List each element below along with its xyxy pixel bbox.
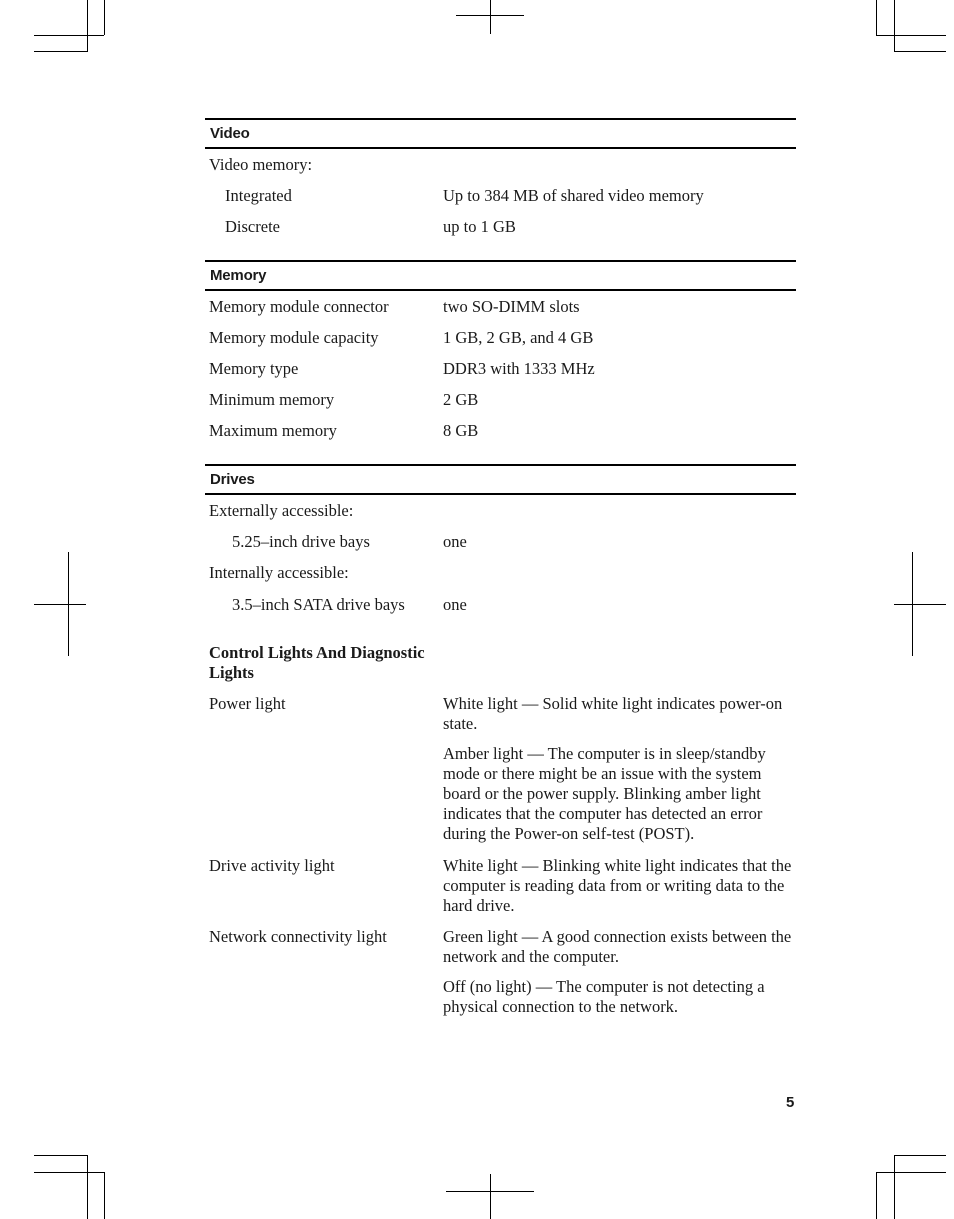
crop-mark — [87, 1155, 88, 1219]
crop-mark — [446, 1191, 534, 1192]
spec-label: Memory type — [209, 359, 299, 378]
crop-mark — [894, 0, 895, 52]
spec-label: Maximum memory — [209, 421, 337, 440]
section-header-video: Video — [205, 118, 796, 149]
spec-value — [443, 927, 793, 1027]
spec-paragraph: White light — Blinking white light indicates that the computer is reading data from or writing data to the hard drive. — [443, 856, 792, 915]
spec-paragraph: White light — Solid white light indicates power-on state. — [443, 694, 783, 733]
spec-value — [443, 856, 793, 926]
crop-mark — [894, 1155, 895, 1219]
crop-mark — [490, 0, 491, 34]
spec-row — [205, 180, 796, 211]
crop-mark — [894, 51, 946, 52]
section-header-drives: Drives — [205, 464, 796, 495]
spec-row — [205, 415, 796, 446]
crop-mark — [876, 35, 946, 36]
spec-label: Memory module connector — [209, 297, 389, 316]
crop-mark — [490, 1174, 491, 1219]
spec-row — [205, 526, 796, 557]
spec-row — [205, 589, 796, 620]
spec-value: DDR3 with 1333 MHz — [443, 359, 595, 378]
spec-value: Up to 384 MB of shared video memory — [443, 186, 704, 205]
crop-mark — [87, 0, 88, 52]
page-number: 5 — [786, 1094, 795, 1111]
crop-mark — [34, 604, 86, 605]
spec-paragraph: Off (no light) — The computer is not detecting a physical connection to the network. — [443, 977, 765, 1016]
crop-mark — [104, 0, 105, 35]
crop-mark — [894, 1155, 946, 1156]
crop-mark — [34, 35, 104, 36]
spec-value — [443, 694, 793, 854]
crop-mark — [456, 15, 524, 16]
crop-mark — [876, 0, 877, 35]
crop-mark — [104, 1172, 105, 1219]
crop-mark — [876, 1172, 946, 1173]
spec-value: 8 GB — [443, 421, 479, 440]
spec-row — [205, 353, 796, 384]
crop-mark — [34, 1172, 104, 1173]
spec-value: 2 GB — [443, 390, 479, 409]
spec-label: Externally accessible: — [209, 501, 354, 520]
spec-value: one — [443, 532, 467, 551]
spec-value: up to 1 GB — [443, 217, 516, 236]
spec-label: 5.25–inch drive bays — [232, 532, 370, 551]
spec-label: Integrated — [225, 186, 292, 205]
spec-row — [205, 322, 796, 353]
spec-label: Internally accessible: — [209, 563, 349, 582]
spec-row — [205, 495, 796, 526]
crop-mark — [894, 604, 946, 605]
spec-row — [205, 384, 796, 415]
crop-mark — [34, 51, 87, 52]
spec-row — [205, 211, 796, 242]
spec-row — [205, 291, 796, 322]
crop-mark — [876, 1172, 877, 1219]
section-header-memory: Memory — [205, 260, 796, 291]
spec-label: Video memory: — [209, 155, 313, 174]
spec-label: Network connectivity light — [209, 927, 387, 946]
spec-label: Minimum memory — [209, 390, 335, 409]
spec-row — [205, 149, 796, 180]
spec-paragraph: Green light — A good connection exists between the network and the computer. — [443, 927, 792, 966]
spec-paragraph: Amber light — The computer is in sleep/standby mode or there might be an issue with the system board or the power supply. Blinking amber light indicates that the computer has detected an error during the Power-on self-test (POST). — [443, 744, 766, 843]
section-header-control-lights: Control Lights And Diagnostic Lights — [209, 643, 425, 682]
spec-label: 3.5–inch SATA drive bays — [232, 595, 405, 614]
spec-value: two SO-DIMM slots — [443, 297, 580, 316]
spec-label: Power light — [209, 694, 286, 713]
spec-label: Memory module capacity — [209, 328, 379, 347]
spec-tables — [205, 118, 796, 620]
spec-value: 1 GB, 2 GB, and 4 GB — [443, 328, 594, 347]
spec-row — [205, 557, 796, 589]
spec-label: Drive activity light — [209, 856, 335, 875]
spec-value: one — [443, 595, 467, 614]
spec-label: Discrete — [225, 217, 280, 236]
crop-mark — [34, 1155, 87, 1156]
